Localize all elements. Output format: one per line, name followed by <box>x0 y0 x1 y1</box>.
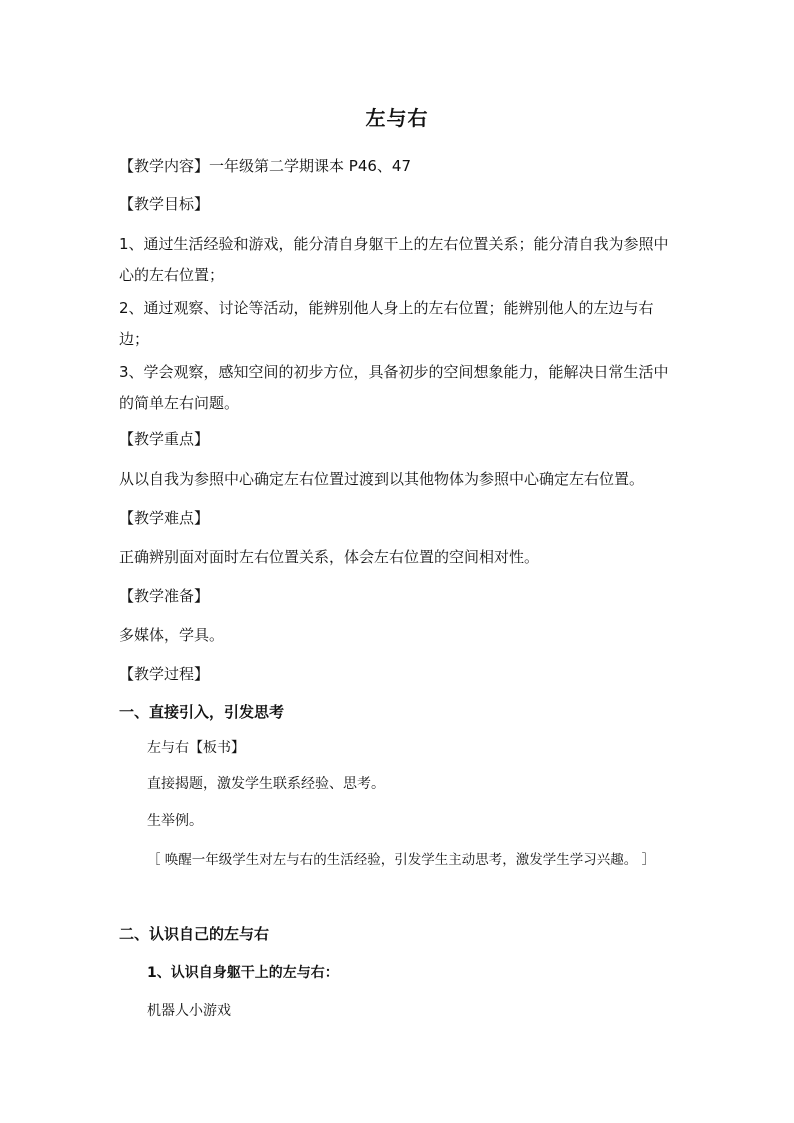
key-label: 【教学重点】 <box>119 430 210 448</box>
section-1-note: ［ 唤醒一年级学生对左与右的生活经验，引发学生主动思考，激发学生学习兴趣。 ］ <box>147 852 656 868</box>
section-1-line-3: 生举例。 <box>147 813 203 829</box>
goals-label: 【教学目标】 <box>119 195 210 213</box>
difficulty-text: 正确辨别面对面时左右位置关系，体会左右位置的空间相对性。 <box>119 548 540 566</box>
goal-2: 2、通过观察、讨论等活动，能辨别他人身上的左右位置；能辨别他人的左边与右边； <box>119 299 654 348</box>
section-2-line-1: 机器人小游戏 <box>147 1003 231 1019</box>
document-title: 左与右 <box>365 106 429 130</box>
prep-label: 【教学准备】 <box>119 587 210 605</box>
section-2-sub-1: 1、认识自身躯干上的左与右： <box>147 965 339 981</box>
section-1-line-2: 直接揭题，激发学生联系经验、思考。 <box>147 776 385 792</box>
section-2-heading: 二、认识自己的左与右 <box>119 925 270 943</box>
section-1-heading: 一、直接引入，引发思考 <box>119 703 285 721</box>
content-line <box>119 151 679 182</box>
content-label: 【教学内容】 <box>119 157 210 175</box>
goal-1: 1、通过生活经验和游戏，能分清自身躯干上的左右位置关系；能分清自我为参照中心的左右位置； <box>119 235 669 284</box>
difficulty-label: 【教学难点】 <box>119 509 210 527</box>
prep-text: 多媒体，学具。 <box>119 626 225 644</box>
process-label: 【教学过程】 <box>119 665 210 683</box>
goal-3: 3、学会观察，感知空间的初步方位，具备初步的空间想象能力，能解决日常生活中的简单左右问题。 <box>119 363 669 412</box>
content-text: 一年级第二学期课本 P46、47 <box>209 157 412 175</box>
section-1-line-1: 左与右【板书】 <box>147 740 245 756</box>
key-text: 从以自我为参照中心确定左右位置过渡到以其他物体为参照中心确定左右位置。 <box>119 470 645 488</box>
